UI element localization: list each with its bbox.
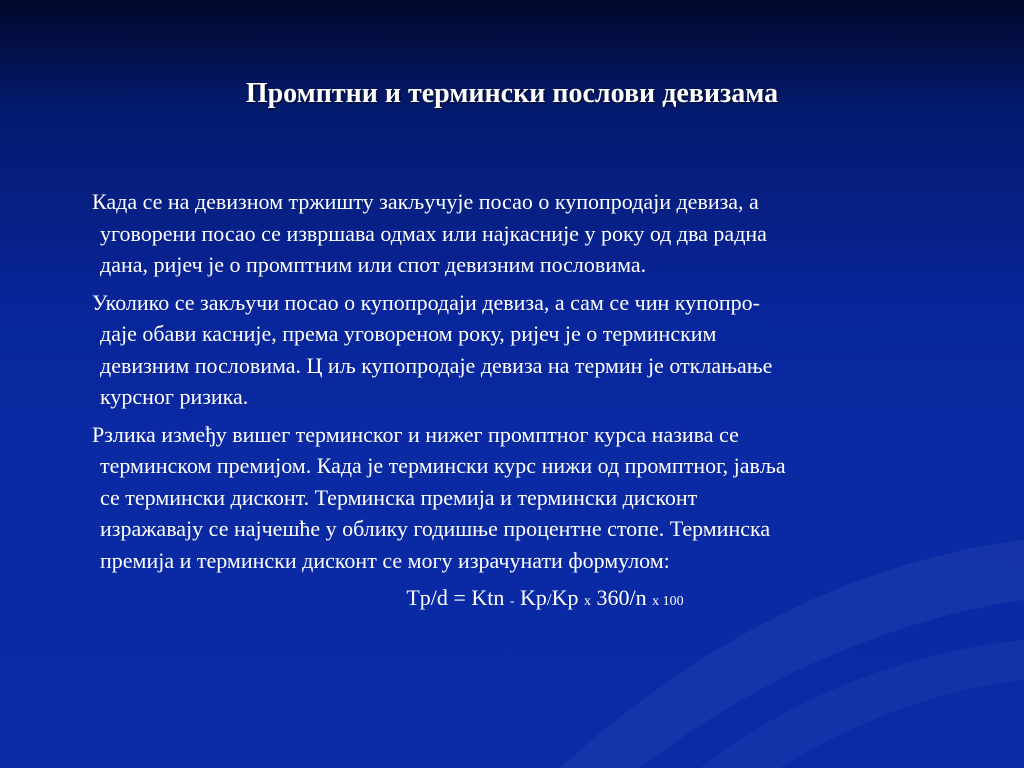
paragraph-line: се термински дисконт. Терминска премија и термински дисконт (100, 484, 698, 510)
paragraph-line: курсног ризика. (100, 384, 249, 409)
formula (110, 582, 980, 618)
formula-part: Kp (520, 585, 547, 610)
formula-part: Tp/d = Ktn (406, 585, 505, 610)
formula-operator: x 100 (652, 594, 684, 609)
paragraph-line: дана, ријеч је о промптним или спот девизним пословима. (100, 252, 647, 277)
paragraph-line: девизним пословима. Ц иљ купопродаје девиза на термин је отклањање (100, 352, 773, 378)
paragraph-line: Рзлика између вишег терминског и нижег промптног курса назива се (92, 421, 739, 447)
paragraph-forward (92, 287, 980, 413)
paragraph-premium (92, 419, 980, 577)
paragraph-line: премија и термински дисконт се могу израчунати формулом: (100, 547, 670, 573)
slide-title: Промптни и термински послови девизама (245, 78, 779, 109)
paragraph-spot (92, 186, 980, 281)
paragraph-line: Уколико се закључи посао о купопродаји девиза, а сам се чин купопро- (92, 289, 760, 315)
slide-body (92, 186, 980, 618)
formula-part: Kp (551, 585, 579, 610)
paragraph-line: даје обави касније, према уговореном року, ријеч је о терминским (100, 321, 717, 346)
paragraph-line: Када се на девизном тржишту закључује посао о купопродаји девиза, а (92, 189, 759, 214)
formula-operator: / (546, 590, 552, 609)
formula-operator: - (509, 594, 515, 609)
formula-part: 360/n (596, 585, 647, 610)
paragraph-line: уговорени посао се извршава одмах или најкасније у року од два радна (100, 220, 767, 246)
paragraph-line: терминском премијом. Када је термински курс нижи од промптног, јавља (100, 453, 786, 478)
formula-operator: x (584, 594, 592, 609)
paragraph-line: изражавају се најчешће у облику годишње процентне стопе. Терминска (100, 516, 771, 541)
